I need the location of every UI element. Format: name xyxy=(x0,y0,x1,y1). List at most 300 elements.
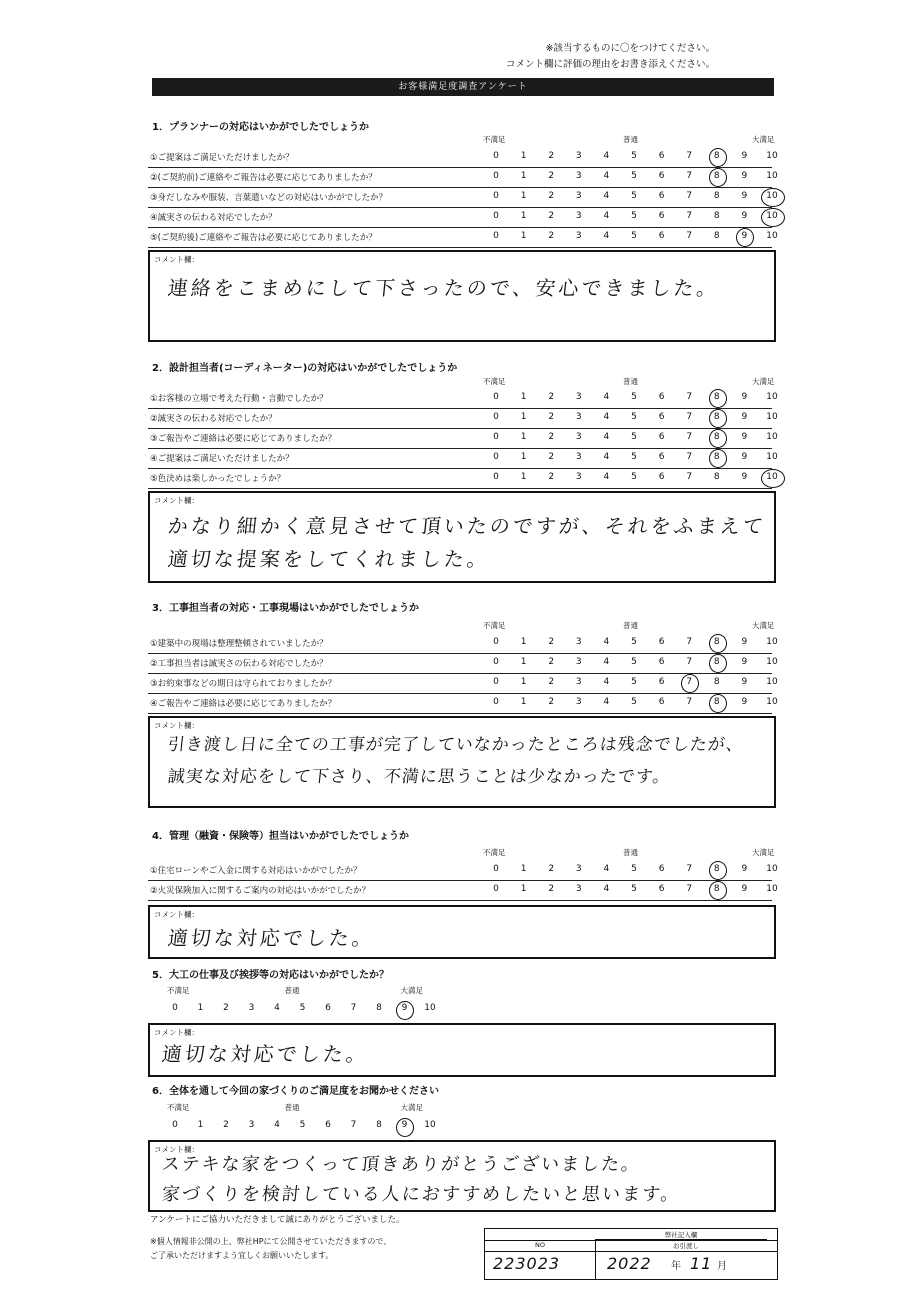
rating-option-6[interactable]: 6 xyxy=(658,884,665,894)
handwritten-comment: 家づくりを検討している人におすすめしたいと思います。 xyxy=(160,1184,682,1205)
rating-option-7[interactable]: 7 xyxy=(686,231,693,241)
question-text: ①建築中の現場は整理整頓されていましたか？ xyxy=(150,639,328,649)
rating-option-3[interactable]: 3 xyxy=(575,151,582,161)
rating-option-9[interactable]: 9 xyxy=(741,191,748,201)
rating-option-8[interactable]: 8 xyxy=(713,452,720,462)
rating-option-8[interactable]: 8 xyxy=(713,432,720,442)
rating-option-1[interactable]: 1 xyxy=(520,864,527,874)
rating-option-6[interactable]: 6 xyxy=(658,151,665,161)
rating-option-7[interactable]: 7 xyxy=(686,171,693,181)
question-text: ③身だしなみや服装、言葉遣いなどの対応はいかがでしたか？ xyxy=(150,193,388,203)
rating-option-8[interactable]: 8 xyxy=(376,1003,382,1013)
scale-label-mid: 普通 xyxy=(623,621,638,630)
office-use-label: 弊社記入欄 xyxy=(595,1230,767,1240)
rating-option-1[interactable]: 1 xyxy=(520,392,527,402)
scale-label-low: 不満足 xyxy=(167,986,190,995)
scale-label-high: 大満足 xyxy=(752,377,775,386)
question-row xyxy=(148,408,778,429)
rating-option-9[interactable]: 9 xyxy=(741,211,748,221)
no-label: NO xyxy=(485,1241,596,1279)
rating-option-4[interactable]: 4 xyxy=(603,392,610,402)
rating-option-2[interactable]: 2 xyxy=(548,677,555,687)
selected-rating-circle xyxy=(761,469,785,488)
selected-rating-circle xyxy=(709,449,727,468)
rating-option-5[interactable]: 5 xyxy=(631,231,637,241)
section-title: 5．大工の仕事及び挨拶等の対応はいかがでしたか？ xyxy=(152,970,389,981)
selected-rating-circle xyxy=(709,861,727,880)
question-text: ①住宅ローンやご入金に関する対応はいかがでしたか？ xyxy=(150,866,362,876)
scale-label-high: 大満足 xyxy=(400,986,423,995)
rating-option-3[interactable]: 3 xyxy=(575,452,582,462)
rating-option-2[interactable]: 2 xyxy=(548,657,555,667)
scale-label-low: 不満足 xyxy=(483,621,506,630)
rating-option-1[interactable]: 1 xyxy=(520,211,527,221)
scale-label-low: 不満足 xyxy=(483,377,506,386)
rating-option-5[interactable]: 5 xyxy=(631,697,637,707)
selected-rating-circle xyxy=(736,228,754,247)
rating-option-6[interactable]: 6 xyxy=(658,677,665,687)
rating-option-4[interactable]: 4 xyxy=(603,864,610,874)
rating-option-7[interactable]: 7 xyxy=(686,677,693,687)
handwritten-comment: 連絡をこまめにして下さったので、安心できました。 xyxy=(166,276,721,300)
rating-option-10[interactable]: 10 xyxy=(766,392,778,402)
rating-option-0[interactable]: 0 xyxy=(493,472,499,482)
question-row xyxy=(148,880,778,901)
rating-option-5[interactable]: 5 xyxy=(631,171,637,181)
rating-option-6[interactable]: 6 xyxy=(658,412,665,422)
rating-option-5[interactable]: 5 xyxy=(631,884,637,894)
rating-option-2[interactable]: 2 xyxy=(548,452,555,462)
question-text: ④ご報告やご連絡は必要に応じてありましたか？ xyxy=(150,699,337,709)
rating-option-7[interactable]: 7 xyxy=(686,697,693,707)
rating-option-7[interactable]: 7 xyxy=(350,1120,357,1130)
question-text: ①ご提案はご満足いただけましたか？ xyxy=(150,153,294,163)
rating-option-0[interactable]: 0 xyxy=(493,392,499,402)
rating-option-9[interactable]: 9 xyxy=(401,1120,408,1130)
question-row xyxy=(148,693,778,714)
rating-option-4[interactable]: 4 xyxy=(603,151,610,161)
rating-option-0[interactable]: 0 xyxy=(172,1120,178,1130)
rating-option-1[interactable]: 1 xyxy=(520,412,527,422)
rating-option-2[interactable]: 2 xyxy=(548,472,555,482)
rating-option-7[interactable]: 7 xyxy=(686,864,693,874)
rating-option-1[interactable]: 1 xyxy=(520,637,527,647)
rating-option-7[interactable]: 7 xyxy=(686,412,693,422)
rating-option-8[interactable]: 8 xyxy=(376,1120,382,1130)
rating-option-8[interactable]: 8 xyxy=(713,171,720,181)
rating-option-9[interactable]: 9 xyxy=(741,637,748,647)
selected-rating-circle xyxy=(709,168,727,187)
question-row xyxy=(148,388,778,409)
rating-option-10[interactable]: 10 xyxy=(766,697,778,707)
scale-label-high: 大満足 xyxy=(752,135,775,144)
rating-option-9[interactable]: 9 xyxy=(741,864,748,874)
rating-option-5[interactable]: 5 xyxy=(631,211,637,221)
rating-option-2[interactable]: 2 xyxy=(548,697,555,707)
scale-label-high: 大満足 xyxy=(400,1103,423,1112)
section-title: 2．設計担当者(コーディネーター)の対応はいかがでしたでしょうか xyxy=(152,363,458,374)
rating-option-5[interactable]: 5 xyxy=(631,452,637,462)
question-text: ⑤(ご契約後)ご連絡やご報告は必要に応じてありましたか？ xyxy=(150,233,377,243)
scale-label-high: 大満足 xyxy=(752,848,775,857)
rating-option-0[interactable]: 0 xyxy=(493,884,499,894)
rating-option-0[interactable]: 0 xyxy=(493,452,499,462)
rating-option-0[interactable]: 0 xyxy=(493,211,499,221)
rating-option-4[interactable]: 4 xyxy=(603,697,610,707)
rating-option-1[interactable]: 1 xyxy=(520,191,527,201)
rating-option-7[interactable]: 7 xyxy=(686,452,693,462)
rating-option-0[interactable]: 0 xyxy=(493,432,499,442)
rating-option-3[interactable]: 3 xyxy=(575,697,582,707)
selected-rating-circle xyxy=(709,409,727,428)
rating-option-4[interactable]: 4 xyxy=(603,432,610,442)
rating-option-7[interactable]: 7 xyxy=(686,637,693,647)
rating-option-7[interactable]: 7 xyxy=(350,1003,357,1013)
rating-option-10[interactable]: 10 xyxy=(766,432,778,442)
rating-option-8[interactable]: 8 xyxy=(713,677,720,687)
scale-label-low: 不満足 xyxy=(483,848,506,857)
rating-option-8[interactable]: 8 xyxy=(713,657,720,667)
rating-option-6[interactable]: 6 xyxy=(325,1003,331,1013)
rating-option-4[interactable]: 4 xyxy=(603,884,610,894)
rating-option-1[interactable]: 1 xyxy=(197,1003,204,1013)
rating-option-4[interactable]: 4 xyxy=(603,677,610,687)
rating-option-2[interactable]: 2 xyxy=(548,432,555,442)
scale-label-mid: 普通 xyxy=(284,1103,300,1112)
rating-option-7[interactable]: 7 xyxy=(686,211,693,221)
question-text: ②誠実さの伝わる対応でしたか？ xyxy=(150,414,277,424)
rating-option-3[interactable]: 3 xyxy=(575,191,582,201)
rating-option-0[interactable]: 0 xyxy=(493,171,499,181)
comment-label: コメント欄： xyxy=(154,496,199,505)
delivery-label: お引渡し xyxy=(673,1242,699,1250)
question-row xyxy=(148,653,778,674)
scale-label-high: 大満足 xyxy=(752,621,775,630)
rating-option-6[interactable]: 6 xyxy=(325,1120,331,1130)
rating-option-9[interactable]: 9 xyxy=(741,472,748,482)
rating-option-0[interactable]: 0 xyxy=(493,151,499,161)
rating-option-3[interactable]: 3 xyxy=(575,432,582,442)
delivery-month: 11 xyxy=(690,1254,713,1273)
rating-option-6[interactable]: 6 xyxy=(658,211,665,221)
rating-option-9[interactable]: 9 xyxy=(741,697,748,707)
question-text: ③お約束事などの期日は守られておりましたか？ xyxy=(150,679,337,689)
question-row xyxy=(148,167,778,188)
rating-option-3[interactable]: 3 xyxy=(575,864,582,874)
handwritten-comment: 引き渡し日に全ての工事が完了していなかったところは残念でしたが、 xyxy=(166,735,745,755)
rating-option-1[interactable]: 1 xyxy=(197,1120,204,1130)
selected-rating-circle xyxy=(681,674,699,693)
selected-rating-circle xyxy=(709,429,727,448)
scale-label-low: 不満足 xyxy=(483,135,506,144)
instruction-note-comment: コメント欄に評価の理由をお書き添えください。 xyxy=(505,59,715,70)
rating-option-3[interactable]: 3 xyxy=(248,1003,255,1013)
section-title: 1．プランナーの対応はいかがでしたでしょうか xyxy=(152,122,369,133)
rating-option-0[interactable]: 0 xyxy=(493,637,499,647)
rating-option-7[interactable]: 7 xyxy=(686,191,693,201)
rating-option-10[interactable]: 10 xyxy=(766,637,778,647)
rating-option-3[interactable]: 3 xyxy=(575,657,582,667)
rating-option-4[interactable]: 4 xyxy=(603,452,610,462)
rating-option-9[interactable]: 9 xyxy=(741,231,748,241)
rating-option-4[interactable]: 4 xyxy=(603,231,610,241)
rating-option-10[interactable]: 10 xyxy=(766,677,778,687)
rating-option-8[interactable]: 8 xyxy=(713,412,720,422)
rating-option-8[interactable]: 8 xyxy=(713,637,720,647)
rating-option-6[interactable]: 6 xyxy=(658,697,665,707)
question-row xyxy=(148,147,778,168)
question-text: ②(ご契約前)ご連絡やご報告は必要に応じてありましたか？ xyxy=(150,173,377,183)
rating-option-1[interactable]: 1 xyxy=(520,657,527,667)
rating-option-9[interactable]: 9 xyxy=(741,392,748,402)
rating-option-10[interactable]: 10 xyxy=(424,1120,436,1130)
rating-option-10[interactable]: 10 xyxy=(766,884,778,894)
scale-label-mid: 普通 xyxy=(284,986,300,995)
handwritten-comment: 誠実な対応をして下さり、不満に思うことは少なかったです。 xyxy=(166,767,672,787)
rating-option-5[interactable]: 5 xyxy=(631,392,637,402)
rating-option-2[interactable]: 2 xyxy=(548,171,555,181)
rating-option-3[interactable]: 3 xyxy=(575,231,582,241)
rating-option-2[interactable]: 2 xyxy=(223,1003,229,1013)
rating-option-10[interactable]: 10 xyxy=(766,191,778,201)
rating-option-9[interactable]: 9 xyxy=(741,412,748,422)
scale-label-mid: 普通 xyxy=(623,377,638,386)
question-text: ②工事担当者は誠実さの伝わる対応でしたか？ xyxy=(150,659,328,669)
rating-option-3[interactable]: 3 xyxy=(575,392,582,402)
rating-option-4[interactable]: 4 xyxy=(274,1003,280,1013)
rating-option-4[interactable]: 4 xyxy=(603,472,610,482)
rating-option-4[interactable]: 4 xyxy=(603,211,610,221)
rating-option-8[interactable]: 8 xyxy=(713,697,720,707)
rating-option-8[interactable]: 8 xyxy=(713,864,720,874)
rating-option-4[interactable]: 4 xyxy=(603,412,610,422)
rating-option-10[interactable]: 10 xyxy=(766,472,778,482)
instruction-note-circle: ※該当するものに〇をつけてください。 xyxy=(545,43,715,54)
rating-option-7[interactable]: 7 xyxy=(686,884,693,894)
rating-option-5[interactable]: 5 xyxy=(299,1120,306,1130)
rating-option-7[interactable]: 7 xyxy=(686,392,693,402)
handwritten-comment: 適切な対応でした。 xyxy=(166,926,377,950)
question-row xyxy=(148,673,778,694)
rating-option-0[interactable]: 0 xyxy=(493,231,499,241)
rating-option-9[interactable]: 9 xyxy=(741,657,748,667)
rating-option-0[interactable]: 0 xyxy=(493,412,499,422)
rating-option-2[interactable]: 2 xyxy=(548,211,555,221)
rating-option-1[interactable]: 1 xyxy=(520,452,527,462)
rating-option-8[interactable]: 8 xyxy=(713,231,720,241)
rating-option-8[interactable]: 8 xyxy=(713,392,720,402)
survey-number: 223023 xyxy=(493,1254,561,1273)
selected-rating-circle xyxy=(709,148,727,167)
rating-option-7[interactable]: 7 xyxy=(686,432,693,442)
handwritten-comment: ステキな家をつくって頂きありがとうございました。 xyxy=(160,1154,643,1175)
rating-option-0[interactable]: 0 xyxy=(493,677,499,687)
rating-option-10[interactable]: 10 xyxy=(766,171,778,181)
rating-option-1[interactable]: 1 xyxy=(520,677,527,687)
rating-option-1[interactable]: 1 xyxy=(520,432,527,442)
rating-option-9[interactable]: 9 xyxy=(401,1003,408,1013)
rating-option-3[interactable]: 3 xyxy=(575,412,582,422)
question-row xyxy=(148,227,778,248)
comment-label: コメント欄： xyxy=(154,255,199,264)
question-text: ④誠実さの伝わる対応でしたか？ xyxy=(150,213,277,223)
rating-option-0[interactable]: 0 xyxy=(493,697,499,707)
selected-rating-circle xyxy=(709,654,727,673)
comment-label: コメント欄： xyxy=(154,910,199,919)
rating-option-0[interactable]: 0 xyxy=(493,191,499,201)
rating-option-2[interactable]: 2 xyxy=(548,864,555,874)
rating-option-6[interactable]: 6 xyxy=(658,657,665,667)
rating-option-2[interactable]: 2 xyxy=(548,884,555,894)
rating-option-8[interactable]: 8 xyxy=(713,211,720,221)
rating-option-3[interactable]: 3 xyxy=(575,884,582,894)
rating-option-5[interactable]: 5 xyxy=(631,412,637,422)
rating-option-3[interactable]: 3 xyxy=(575,211,582,221)
scale-label-low: 不満足 xyxy=(167,1103,190,1112)
rating-option-0[interactable]: 0 xyxy=(493,864,499,874)
question-row xyxy=(148,428,778,449)
rating-option-3[interactable]: 3 xyxy=(248,1120,255,1130)
rating-option-10[interactable]: 10 xyxy=(766,864,778,874)
selected-rating-circle xyxy=(396,1001,414,1020)
rating-option-5[interactable]: 5 xyxy=(299,1003,306,1013)
rating-option-5[interactable]: 5 xyxy=(631,472,637,482)
rating-option-6[interactable]: 6 xyxy=(658,452,665,462)
rating-option-2[interactable]: 2 xyxy=(548,392,555,402)
rating-option-7[interactable]: 7 xyxy=(686,151,693,161)
rating-option-6[interactable]: 6 xyxy=(658,432,665,442)
rating-option-8[interactable]: 8 xyxy=(713,191,720,201)
section-title: 6．全体を通して今回の家づくりのご満足度をお聞かせください xyxy=(152,1086,439,1097)
rating-option-1[interactable]: 1 xyxy=(520,151,527,161)
rating-option-6[interactable]: 6 xyxy=(658,171,665,181)
rating-option-1[interactable]: 1 xyxy=(520,884,527,894)
rating-option-0[interactable]: 0 xyxy=(172,1003,178,1013)
rating-option-9[interactable]: 9 xyxy=(741,432,748,442)
question-text: ①お客様の立場で考えた行動・言動でしたか？ xyxy=(150,394,328,404)
rating-option-6[interactable]: 6 xyxy=(658,864,665,874)
comment-label: コメント欄： xyxy=(154,721,199,730)
rating-option-9[interactable]: 9 xyxy=(741,677,748,687)
rating-option-2[interactable]: 2 xyxy=(548,412,555,422)
rating-option-8[interactable]: 8 xyxy=(713,151,720,161)
privacy-note-2: ご了承いただけますよう宜しくお願いいたします。 xyxy=(150,1251,334,1260)
rating-option-10[interactable]: 10 xyxy=(766,657,778,667)
rating-option-5[interactable]: 5 xyxy=(631,864,637,874)
rating-option-6[interactable]: 6 xyxy=(658,472,665,482)
rating-option-10[interactable]: 10 xyxy=(424,1003,436,1013)
office-use-box xyxy=(484,1228,778,1280)
rating-option-10[interactable]: 10 xyxy=(766,231,778,241)
rating-option-1[interactable]: 1 xyxy=(520,231,527,241)
rating-option-4[interactable]: 4 xyxy=(603,657,610,667)
selected-rating-circle xyxy=(396,1118,414,1137)
question-text: ②火災保険加入に関するご案内の対応はいかがでしたか？ xyxy=(150,886,371,896)
rating-option-10[interactable]: 10 xyxy=(766,211,778,221)
rating-option-4[interactable]: 4 xyxy=(603,637,610,647)
delivery-year: 2022 xyxy=(607,1254,652,1273)
rating-option-8[interactable]: 8 xyxy=(713,884,720,894)
selected-rating-circle xyxy=(761,208,785,227)
rating-option-0[interactable]: 0 xyxy=(493,657,499,667)
rating-option-2[interactable]: 2 xyxy=(548,151,555,161)
rating-option-9[interactable]: 9 xyxy=(741,171,748,181)
section-title: 3．工事担当者の対応・工事現場はいかがでしたでしょうか xyxy=(152,603,419,614)
rating-option-9[interactable]: 9 xyxy=(741,452,748,462)
rating-option-4[interactable]: 4 xyxy=(603,171,610,181)
rating-option-5[interactable]: 5 xyxy=(631,677,637,687)
question-row xyxy=(148,207,778,228)
rating-option-5[interactable]: 5 xyxy=(631,151,637,161)
question-text: ③ご報告やご連絡は必要に応じてありましたか？ xyxy=(150,434,337,444)
month-unit: 月 xyxy=(717,1261,727,1272)
scale-label-mid: 普通 xyxy=(623,135,638,144)
question-row xyxy=(148,468,778,489)
rating-option-3[interactable]: 3 xyxy=(575,171,582,181)
question-row xyxy=(148,187,778,208)
rating-option-8[interactable]: 8 xyxy=(713,472,720,482)
rating-option-3[interactable]: 3 xyxy=(575,637,582,647)
scale-label-mid: 普通 xyxy=(623,848,638,857)
question-row xyxy=(148,633,778,654)
year-unit: 年 xyxy=(671,1261,681,1272)
thanks-text: アンケートにご協力いただきまして誠にありがとうございました。 xyxy=(150,1215,405,1225)
rating-option-9[interactable]: 9 xyxy=(741,151,748,161)
selected-rating-circle xyxy=(709,881,727,900)
question-text: ⑤色決めは楽しかったでしょうか？ xyxy=(150,474,286,484)
selected-rating-circle xyxy=(761,188,785,207)
rating-option-3[interactable]: 3 xyxy=(575,677,582,687)
rating-option-2[interactable]: 2 xyxy=(548,231,555,241)
rating-option-5[interactable]: 5 xyxy=(631,637,637,647)
rating-option-7[interactable]: 7 xyxy=(686,472,693,482)
rating-option-1[interactable]: 1 xyxy=(520,472,527,482)
selected-rating-circle xyxy=(709,389,727,408)
rating-option-2[interactable]: 2 xyxy=(223,1120,229,1130)
rating-option-6[interactable]: 6 xyxy=(658,231,665,241)
comment-label: コメント欄： xyxy=(154,1028,199,1037)
rating-option-2[interactable]: 2 xyxy=(548,637,555,647)
rating-option-5[interactable]: 5 xyxy=(631,657,637,667)
rating-option-6[interactable]: 6 xyxy=(658,191,665,201)
question-row xyxy=(148,448,778,469)
rating-option-2[interactable]: 2 xyxy=(548,191,555,201)
rating-option-10[interactable]: 10 xyxy=(766,151,778,161)
comment-label: コメント欄： xyxy=(154,1145,199,1154)
rating-option-7[interactable]: 7 xyxy=(686,657,693,667)
question-text: ④ご提案はご満足いただけましたか？ xyxy=(150,454,294,464)
rating-option-5[interactable]: 5 xyxy=(631,432,637,442)
rating-option-1[interactable]: 1 xyxy=(520,697,527,707)
rating-option-4[interactable]: 4 xyxy=(274,1120,280,1130)
selected-rating-circle xyxy=(709,694,727,713)
rating-option-1[interactable]: 1 xyxy=(520,171,527,181)
privacy-note-1: ※個人情報非公開の上、弊社HPにて公開させていただきますので、 xyxy=(150,1237,392,1246)
rating-option-4[interactable]: 4 xyxy=(603,191,610,201)
handwritten-comment: かなり細かく意見させて頂いたのですが、それをふまえて xyxy=(166,514,768,538)
rating-option-10[interactable]: 10 xyxy=(766,452,778,462)
rating-option-5[interactable]: 5 xyxy=(631,191,637,201)
selected-rating-circle xyxy=(709,634,727,653)
survey-title: お客様満足度調査アンケート xyxy=(152,78,774,96)
rating-option-6[interactable]: 6 xyxy=(658,637,665,647)
rating-option-10[interactable]: 10 xyxy=(766,412,778,422)
rating-option-6[interactable]: 6 xyxy=(658,392,665,402)
handwritten-comment: 適切な対応でした。 xyxy=(160,1042,371,1066)
rating-option-3[interactable]: 3 xyxy=(575,472,582,482)
rating-option-9[interactable]: 9 xyxy=(741,884,748,894)
handwritten-comment: 適切な提案をしてくれました。 xyxy=(166,547,492,571)
